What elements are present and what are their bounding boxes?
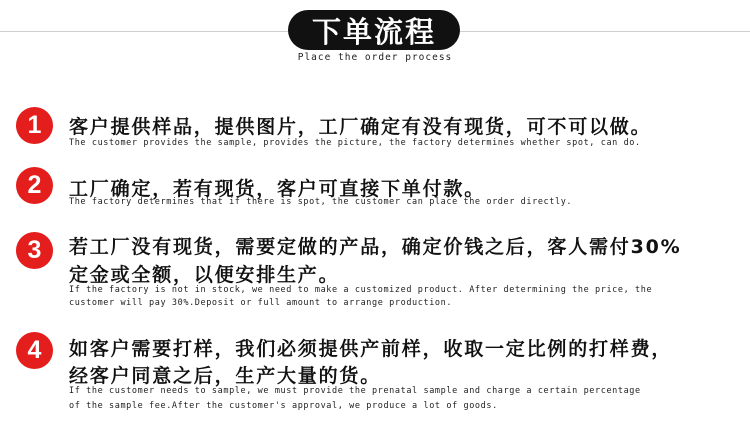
step-text-en-line-2: customer will pay 30%.Deposit or full amount to arrange production. xyxy=(69,298,453,308)
step-text-cn: 客户提供样品，提供图片，工厂确定有没有现货，可不可以做。 xyxy=(69,116,652,138)
step-text-en: If the customer needs to sample, we must provide the prenatal sample and charge a certain percentage xyxy=(69,386,641,396)
step-text-cn: 如客户需要打样，我们必须提供产前样，收取一定比例的打样费， xyxy=(69,338,673,360)
step-text-cn: 工厂确定，若有现货，客户可直接下单付款。 xyxy=(69,178,486,200)
step-text-cn: 若工厂没有现货，需要定做的产品，确定价钱之后，客人需付30% xyxy=(69,236,682,258)
step-text-en-line-2: of the sample fee.After the customer's approval, we produce a lot of goods. xyxy=(69,401,498,411)
page-title: 下单流程 xyxy=(311,14,436,49)
title-pill xyxy=(288,10,460,50)
step-text-en: The customer provides the sample, provides the picture, the factory determines whether spot, can do. xyxy=(69,138,641,148)
step-text-cn-line-2: 定金或全额，以便安排生产。 xyxy=(69,264,340,286)
page-subtitle: Place the order process xyxy=(297,52,453,63)
step-text-cn-line-2: 经客户同意之后，生产大量的货。 xyxy=(69,365,382,387)
step-number-badge: 3 xyxy=(16,232,53,269)
step-text-en: The factory determines that if there is spot, the customer can place the order directly. xyxy=(69,197,573,207)
step-number-badge: 1 xyxy=(16,107,53,144)
step-number-badge: 4 xyxy=(16,332,53,369)
step-number-badge: 2 xyxy=(16,167,53,204)
step-text-en: If the factory is not in stock, we need to make a customized product. After determining the price, the xyxy=(69,285,653,295)
